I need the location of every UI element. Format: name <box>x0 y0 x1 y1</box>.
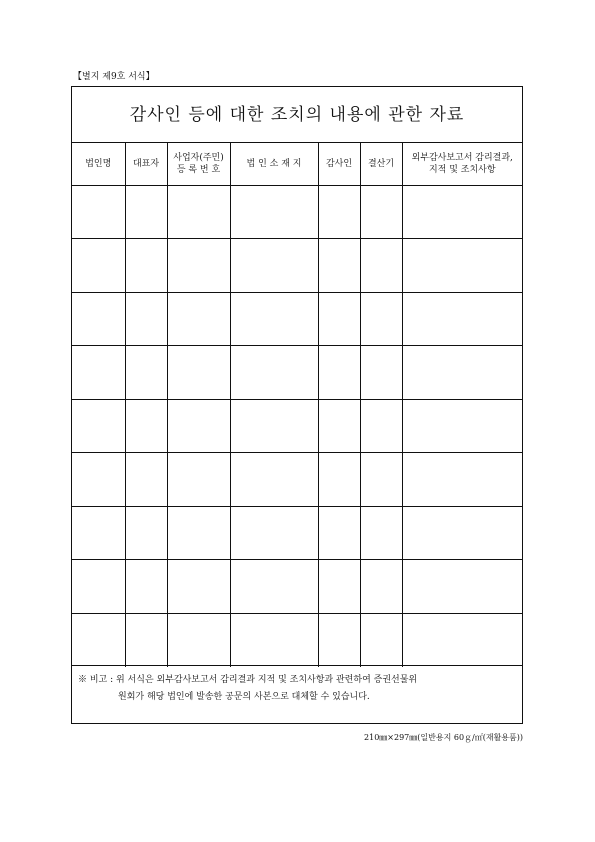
table-cell[interactable] <box>230 560 318 614</box>
table-cell[interactable] <box>402 399 522 453</box>
table-cell[interactable] <box>360 560 402 614</box>
table-cell[interactable] <box>402 292 522 346</box>
table-cell[interactable] <box>402 185 522 239</box>
table-row <box>72 506 522 560</box>
column-header-audit-findings: 외부감사보고서 감리결과, 지적 및 조치사항 <box>402 143 522 185</box>
table-cell[interactable] <box>72 185 125 239</box>
table-cell[interactable] <box>125 453 167 507</box>
table-cell[interactable] <box>125 346 167 400</box>
table-cell[interactable] <box>72 399 125 453</box>
table-cell[interactable] <box>230 613 318 667</box>
table-header-row <box>72 143 522 185</box>
column-header-registration-number: 사업자(주민) 등 록 번 호 <box>167 143 230 185</box>
table-cell[interactable] <box>402 506 522 560</box>
remarks-line-2: 원회가 해당 법인에 발송한 공문의 사본으로 대체할 수 있습니다. <box>118 692 370 702</box>
table-cell[interactable] <box>167 239 230 293</box>
column-header-corporation-name: 법인명 <box>72 143 125 185</box>
table-cell[interactable] <box>360 613 402 667</box>
table-cell[interactable] <box>72 613 125 667</box>
table-cell[interactable] <box>167 560 230 614</box>
column-header-fiscal-period: 결산기 <box>360 143 402 185</box>
table-cell[interactable] <box>72 239 125 293</box>
table-cell[interactable] <box>318 560 360 614</box>
table-cell[interactable] <box>318 239 360 293</box>
table-cell[interactable] <box>360 399 402 453</box>
table-cell[interactable] <box>72 506 125 560</box>
table-cell[interactable] <box>402 453 522 507</box>
table-cell[interactable] <box>360 239 402 293</box>
column-header-corporation-address: 법 인 소 재 지 <box>230 143 318 185</box>
table-cell[interactable] <box>360 453 402 507</box>
column-header-auditor: 감사인 <box>318 143 360 185</box>
table-cell[interactable] <box>318 346 360 400</box>
table-cell[interactable] <box>72 453 125 507</box>
table-cell[interactable] <box>360 185 402 239</box>
table-cell[interactable] <box>230 506 318 560</box>
table-cell[interactable] <box>167 399 230 453</box>
table-row <box>72 346 522 400</box>
table-cell[interactable] <box>167 292 230 346</box>
table-cell[interactable] <box>167 346 230 400</box>
table-cell[interactable] <box>318 292 360 346</box>
table-row <box>72 292 522 346</box>
table-cell[interactable] <box>402 239 522 293</box>
table-cell[interactable] <box>318 453 360 507</box>
table-cell[interactable] <box>230 239 318 293</box>
remarks-line-1: ※ 비고 : 위 서식은 외부감사보고서 감리결과 지적 및 조치사항과 관련하여 증권선물위 <box>78 675 418 685</box>
table-cell[interactable] <box>360 346 402 400</box>
form-number-label: 【별지 제9호 서식】 <box>73 72 155 82</box>
form-title: 감사인 등에 대한 조치의 내용에 관한 자료 <box>72 87 522 143</box>
table-cell[interactable] <box>318 399 360 453</box>
table-cell[interactable] <box>360 292 402 346</box>
column-header-representative: 대표자 <box>125 143 167 185</box>
table-cell[interactable] <box>72 292 125 346</box>
table-cell[interactable] <box>402 560 522 614</box>
table-cell[interactable] <box>230 185 318 239</box>
table-row <box>72 613 522 667</box>
table-row <box>72 560 522 614</box>
table-row <box>72 453 522 507</box>
table-cell[interactable] <box>230 292 318 346</box>
table-cell[interactable] <box>402 613 522 667</box>
records-table <box>72 143 522 667</box>
table-cell[interactable] <box>72 346 125 400</box>
table-cell[interactable] <box>318 506 360 560</box>
table-cell[interactable] <box>167 453 230 507</box>
paper-spec-label: 210㎜×297㎜(일반용지 60ｇ/㎡(재활용품)) <box>364 733 523 742</box>
table-cell[interactable] <box>125 239 167 293</box>
table-cell[interactable] <box>318 185 360 239</box>
table-cell[interactable] <box>125 613 167 667</box>
table-cell[interactable] <box>125 292 167 346</box>
table-cell[interactable] <box>167 506 230 560</box>
table-cell[interactable] <box>125 185 167 239</box>
table-cell[interactable] <box>360 506 402 560</box>
table-cell[interactable] <box>230 399 318 453</box>
form-frame <box>71 86 523 724</box>
remarks-section <box>72 665 522 723</box>
table-cell[interactable] <box>230 346 318 400</box>
table-cell[interactable] <box>230 453 318 507</box>
table-cell[interactable] <box>402 346 522 400</box>
table-row <box>72 399 522 453</box>
table-cell[interactable] <box>72 560 125 614</box>
table-cell[interactable] <box>125 399 167 453</box>
table-cell[interactable] <box>318 613 360 667</box>
table-cell[interactable] <box>125 506 167 560</box>
table-cell[interactable] <box>167 613 230 667</box>
table-row <box>72 185 522 239</box>
table-cell[interactable] <box>125 560 167 614</box>
table-cell[interactable] <box>167 185 230 239</box>
table-row <box>72 239 522 293</box>
